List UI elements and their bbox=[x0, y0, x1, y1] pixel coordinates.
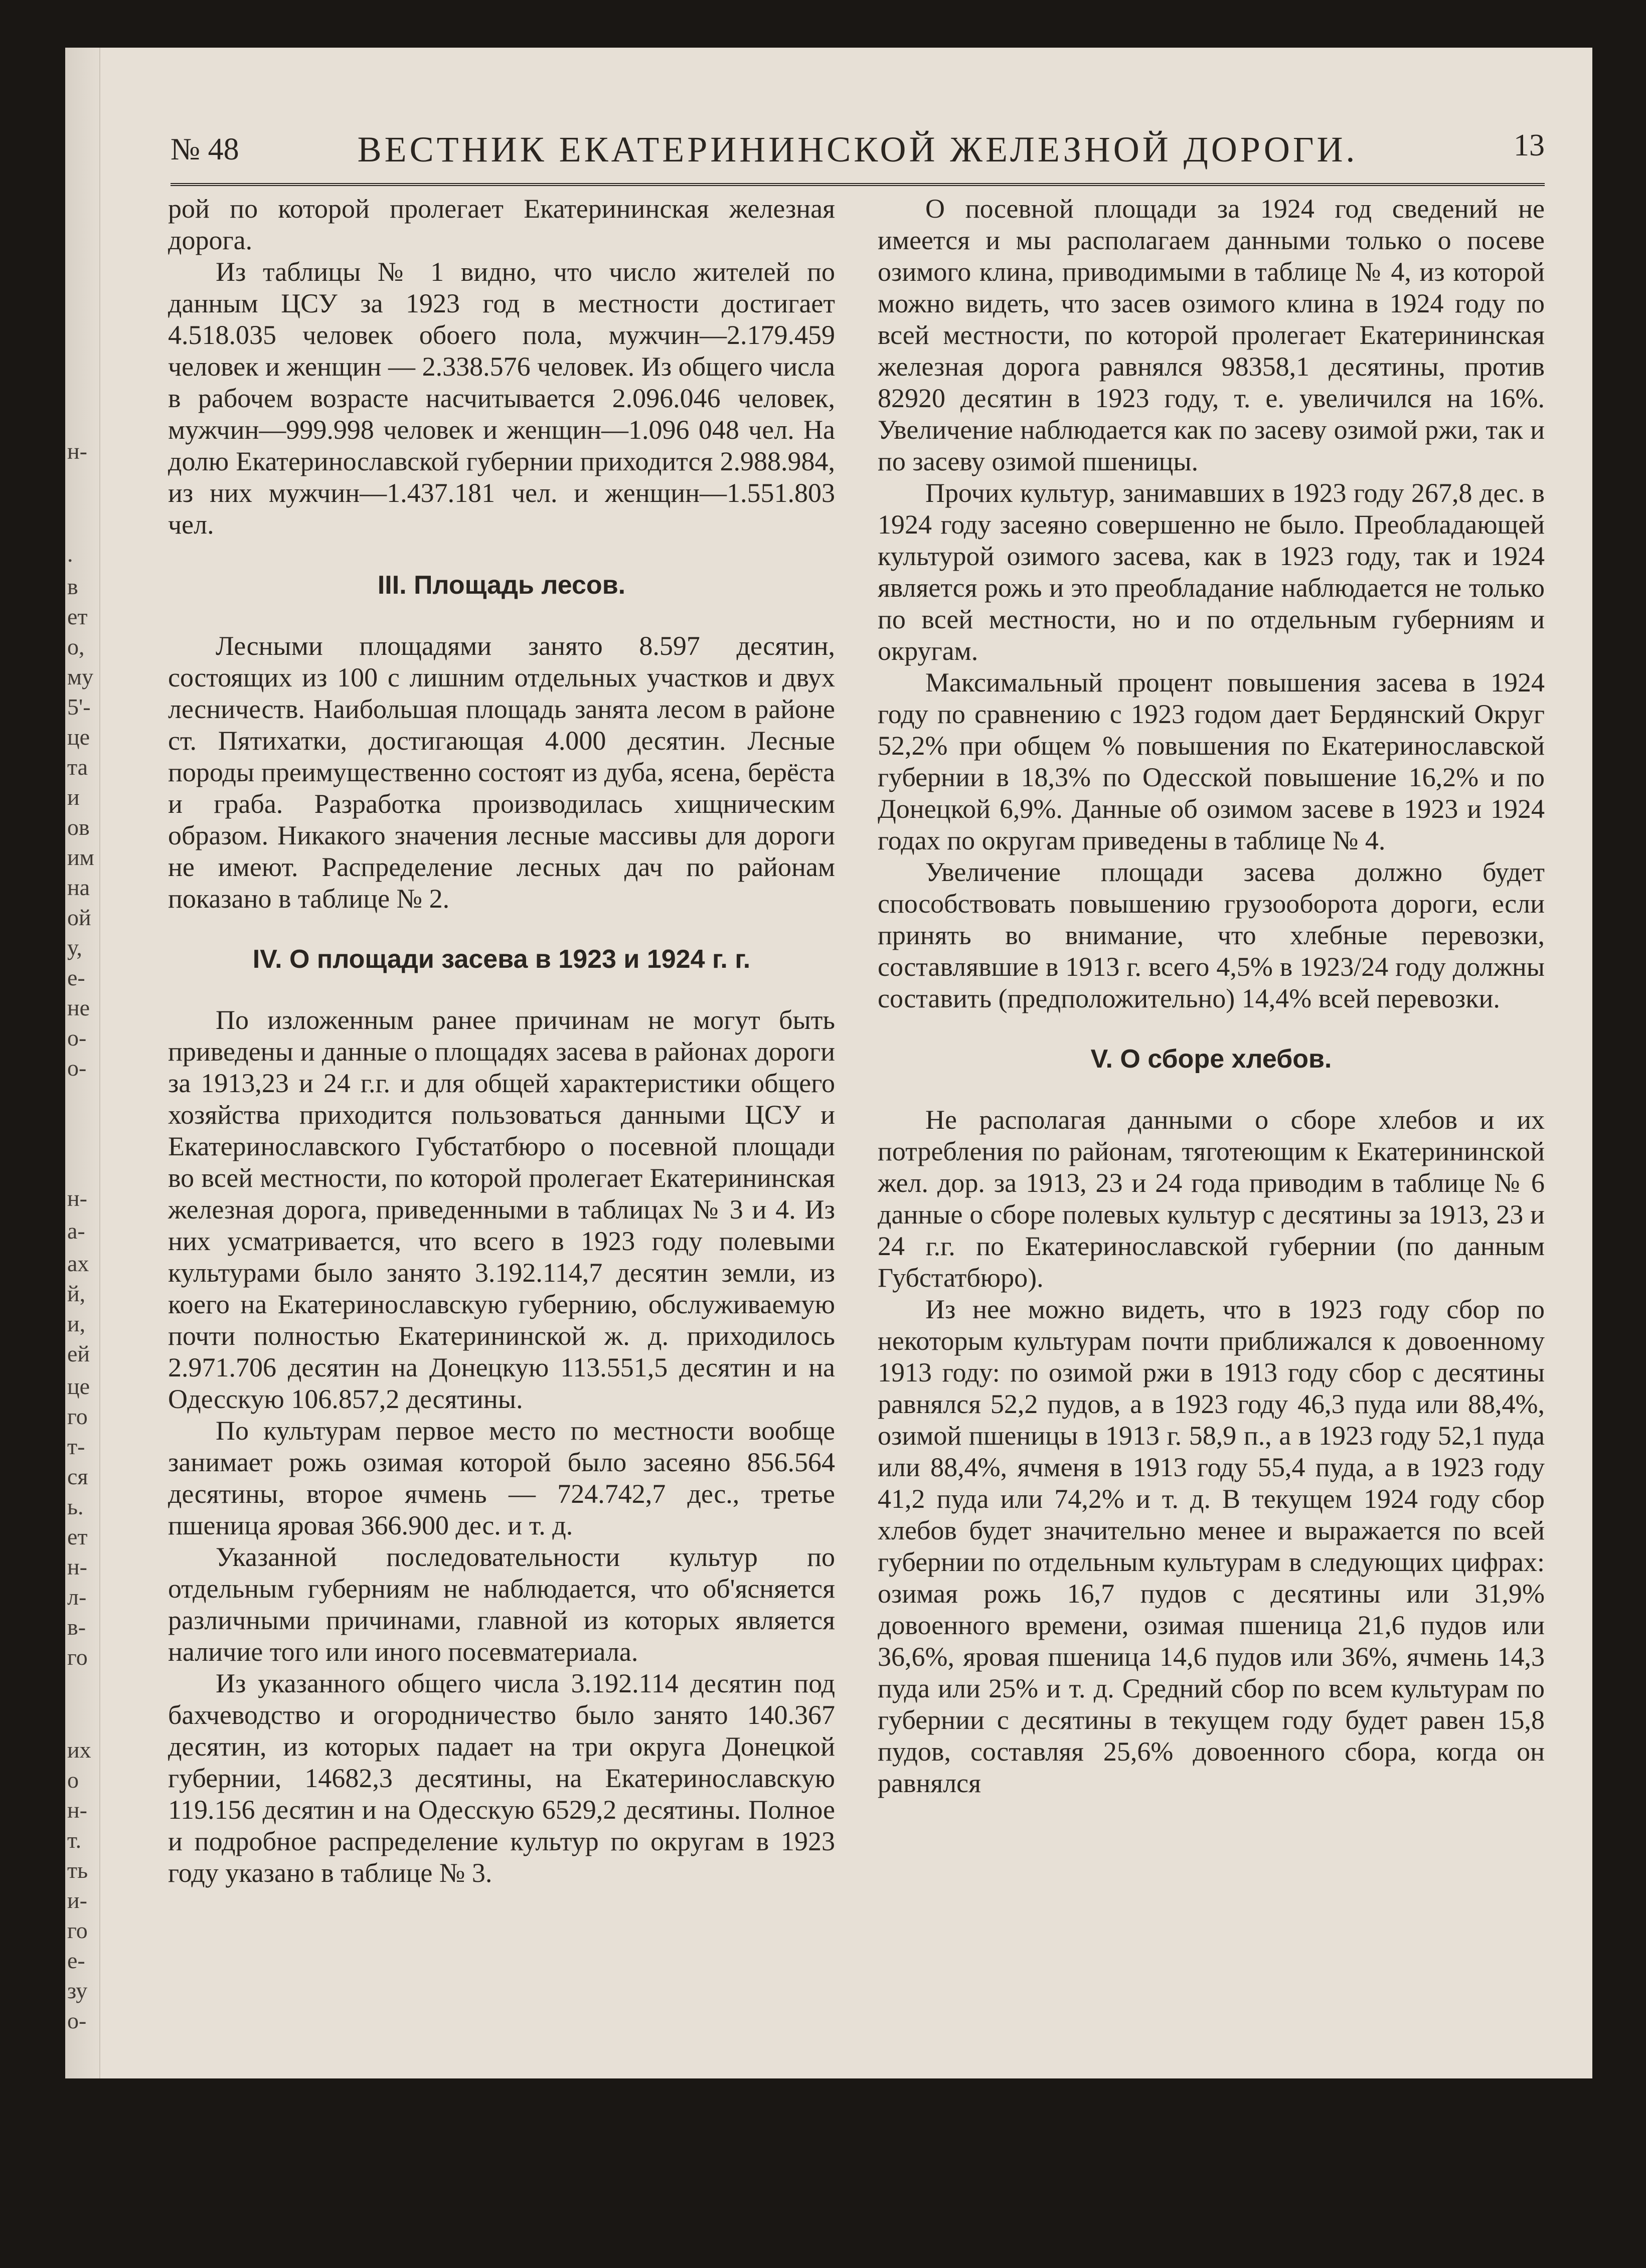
previous-page-fragment: е- bbox=[67, 1948, 85, 1973]
section-heading-forests: III. Площадь лесов. bbox=[377, 571, 626, 600]
previous-page-fragment: о- bbox=[67, 1025, 87, 1051]
previous-page-fragment: е- bbox=[67, 965, 85, 990]
paragraph: Прочих культур, занимавших в 1923 году 267,8 дес. в 1924 году засеяно совершенно не было. Преобладающей культурой озимого засева, как в 1923 году, так и 1924 является рожь и это преобладание наблюдается не только по всей местности, но и по отдельным губерниям и округам. bbox=[878, 478, 1545, 666]
paragraph: Из нее можно видеть, что в 1923 году сбор по некоторым культурам почти приближался к довоенному 1913 году: по озимой ржи в 1913 году сбор с десятины равнялся 52,2 пудов, а в 1923 году 46,3 пуда или 88,4%, озимой пшеницы в 1913 г. 58,9 п., а в 1923 году 52,1 пуда или 88,4%, ячменя в 1913 году 55,4 пуда, а в 1923 году 41,2 пуда или 74,2% и т. д. В текущем 1924 году сбор хлебов будет значительно менее и выражается по всей губернии по отдельным культурам в следующих цифрах: озимая рожь 16,7 пудов с десятины или 31,9% довоенного времени, озимая пшеница 21,6 пудов или 36,6%, яровая пшеница 14,6 пудов или 36%, ячмень 14,3 пуда или 25% и т. д. Средний сбор по всем культурам по губернии с десятины в текущем году будет равен 15,8 пудов, составляя 25,6% довоенного сбора, когда он равнялся bbox=[878, 1294, 1545, 1798]
previous-page-fragment: и- bbox=[67, 1887, 87, 1913]
previous-page-fragment: ет bbox=[67, 1524, 88, 1549]
previous-page-fragment: н- bbox=[67, 438, 87, 464]
previous-page-fragment: о bbox=[67, 1767, 79, 1793]
previous-page-fragment: го bbox=[67, 1917, 88, 1943]
previous-page-fragment: ся bbox=[67, 1464, 88, 1489]
previous-page-fragment: н- bbox=[67, 1554, 87, 1580]
previous-page-fragment: т- bbox=[67, 1434, 85, 1459]
previous-page-fragment: в- bbox=[67, 1614, 86, 1640]
previous-page-fragment: ей bbox=[67, 1341, 90, 1366]
previous-page-fragment: у, bbox=[67, 935, 82, 960]
previous-page-fragment: н- bbox=[67, 1797, 87, 1823]
left-column bbox=[168, 193, 835, 1889]
previous-page-fragment: та bbox=[67, 754, 88, 780]
paragraph: Лесными площадями занято 8.597 десятин, состоящих из 100 с лишним отдельных участков и двух лесничеств. Наибольшая площадь занята лесом в районе ст. Пятихатки, достигающая 4.000 десятин. Лесные породы преимущественно состоят из дуба, ясена, берёста и граба. Разработка производилась хищническим образом. Никакого значения лесные массивы для дороги не имеют. Распределение лесных дач по районам показано в таблице № 2. bbox=[168, 631, 835, 914]
previous-page-fragment: н- bbox=[67, 1185, 87, 1211]
paragraph: рой по которой пролегает Екатерининская железная дорога. bbox=[168, 194, 835, 255]
right-column bbox=[878, 193, 1545, 1799]
paragraph: Максимальный процент повышения засева в 1924 году по сравнению с 1923 годом дает Бердянский Округ 52,2% при общем % повышения по Екатеринославской губернии в 18,3% по Одесской повышение 16,2% и по Донецкой 6,9%. Данные об озимом засеве в 1923 и 1924 годах по округам приведены в таблице № 4. bbox=[878, 667, 1545, 855]
page-number: 13 bbox=[1514, 128, 1545, 162]
previous-page-fragment: а- bbox=[67, 1218, 85, 1244]
previous-page-fragment: 5'- bbox=[67, 694, 91, 720]
previous-page-fragment: й, bbox=[67, 1281, 86, 1306]
issue-number: № 48 bbox=[171, 132, 239, 166]
previous-page-fragment: . bbox=[67, 541, 73, 567]
paragraph: О посевной площади за 1924 год сведений не имеется и мы располагаем данными только о посеве озимого клина, приводимыми в таблице № 4, из которой можно видеть, что засев озимого клина в 1924 году по всей местности, по которой пролегает Екатерининская железная дорога равнялся 98358,1 десятины, против 82920 десятин в 1923 году, т. е. увеличился на 16%. Увеличение наблюдается как по засеву озимой ржи, так и по засеву озимой пшеницы. bbox=[878, 194, 1545, 476]
previous-page-fragment: ь. bbox=[67, 1494, 84, 1519]
journal-title: ВЕСТНИК ЕКАТЕРИНИНСКОЙ ЖЕЛЕЗНОЙ ДОРОГИ. bbox=[357, 129, 1358, 169]
paragraph: По культурам первое место по местности вообще занимает рожь озимая которой было засеяно 856.564 десятины, второе ячмень — 724.742,7 дес., третье пшеница яровая 366.900 дес. и т. д. bbox=[168, 1416, 835, 1540]
paragraph: Не располагая данными о сборе хлебов и их потребления по районам, тяготеющим к Екатерининской жел. дор. за 1913, 23 и 24 года приводим в таблице № 6 данные о сборе полевых культур с десятины за 1913, 23 и 24 г.г. по Екатеринославской губернии (по данным Губстатбюро). bbox=[878, 1105, 1545, 1293]
paragraph: Увеличение площади засева должно будет способствовать повышению грузооборота дороги, если принять во внимание, что хлебные перевозки, составлявшие в 1913 г. всего 4,5% в 1923/24 году должны составить (предположительно) 14,4% всей перевозки. bbox=[878, 857, 1545, 1013]
previous-page-fragment: и bbox=[67, 784, 80, 810]
previous-page-fragment: их bbox=[67, 1737, 91, 1763]
previous-page-fragment: о- bbox=[67, 1055, 87, 1081]
previous-page-fragment: го bbox=[67, 1404, 88, 1429]
previous-page-fragment: о, bbox=[67, 634, 85, 659]
previous-page-fragment: на bbox=[67, 875, 90, 900]
previous-page-fragment: це bbox=[67, 1373, 90, 1399]
previous-page-fragment: ть bbox=[67, 1857, 88, 1883]
previous-page-fragment: го bbox=[67, 1644, 88, 1670]
previous-page-fragment: и, bbox=[67, 1311, 86, 1336]
section-heading-harvest: V. О сборе хлебов. bbox=[1090, 1044, 1332, 1074]
previous-page-fragment: ой bbox=[67, 905, 91, 930]
paragraph: Из таблицы № 1 видно, что число жителей по данным ЦСУ за 1923 год в местности достигает 4.518.035 человек обоего пола, мужчин—2.179.459 человек и женщин — 2.338.576 человек. Из общего числа в рабочем возрасте насчитывается 2.096.046 человек, мужчин—999.998 человек и женщин—1.096 048 чел. На долю Екатеринославской губернии приходится 2.988.984, из них мужчин—1.437.181 чел. и женщин—1.551.803 чел. bbox=[168, 257, 835, 540]
paragraph: По изложенным ранее причинам не могут быть приведены и данные о площадях засева в районах дороги за 1913,23 и 24 г.г. и для общей характеристики общего хозяйства приходится пользоваться данными ЦСУ и Екатеринославского Губстатбюро о посевной площади во всей местности, по которой пролегает Екатерининская железная дорога, приведенными в таблицах № 3 и 4. Из них усматривается, что всего в 1923 году полевыми культурами было занято 3.192.114,7 десятин земли, из коего на Екатеринославскую губернию, обслуживаемую почти полностью Екатерининской ж. д. приходилось 2.971.706 десятин на Донецкую 113.551,5 десятин и на Одесскую 106.857,2 десятины. bbox=[168, 1005, 835, 1414]
previous-page-fragment: им bbox=[67, 844, 94, 870]
previous-page-edge bbox=[65, 48, 100, 2078]
journal-page bbox=[65, 48, 1592, 2078]
section-heading-sowing: IV. О площади засева в 1923 и 1924 г. г. bbox=[252, 945, 751, 974]
previous-page-fragment: ах bbox=[67, 1251, 89, 1276]
previous-page-fragment: о- bbox=[67, 2008, 87, 2033]
paragraph: Указанной последовательности культур по отдельным губерниям не наблюдается, что об'ясняется различными причинами, главной из которых является наличие того или иного посевматериала. bbox=[168, 1542, 835, 1667]
paragraph: Из указанного общего числа 3.192.114 десятин под бахчеводство и огородничество было занято 140.367 десятин, из которых падает на три округа Донецкой губернии, 14682,3 десятины, на Екатеринославскую 119.156 десятин и на Одесскую 6529,2 десятины. Полное и подробное распределение культур по округам в 1923 году указано в таблице № 3. bbox=[168, 1668, 835, 1888]
previous-page-fragment: зу bbox=[67, 1978, 88, 2003]
previous-page-fragment: л- bbox=[67, 1584, 87, 1610]
previous-page-fragments bbox=[67, 48, 97, 2078]
previous-page-fragment: му bbox=[67, 664, 94, 689]
previous-page-fragment: ов bbox=[67, 814, 90, 840]
previous-page-fragment: т. bbox=[67, 1827, 82, 1853]
running-header bbox=[171, 123, 1545, 186]
previous-page-fragment: в bbox=[67, 574, 78, 599]
previous-page-fragment: це bbox=[67, 724, 90, 750]
previous-page-fragment: не bbox=[67, 995, 90, 1020]
previous-page-fragment: ет bbox=[67, 604, 88, 629]
